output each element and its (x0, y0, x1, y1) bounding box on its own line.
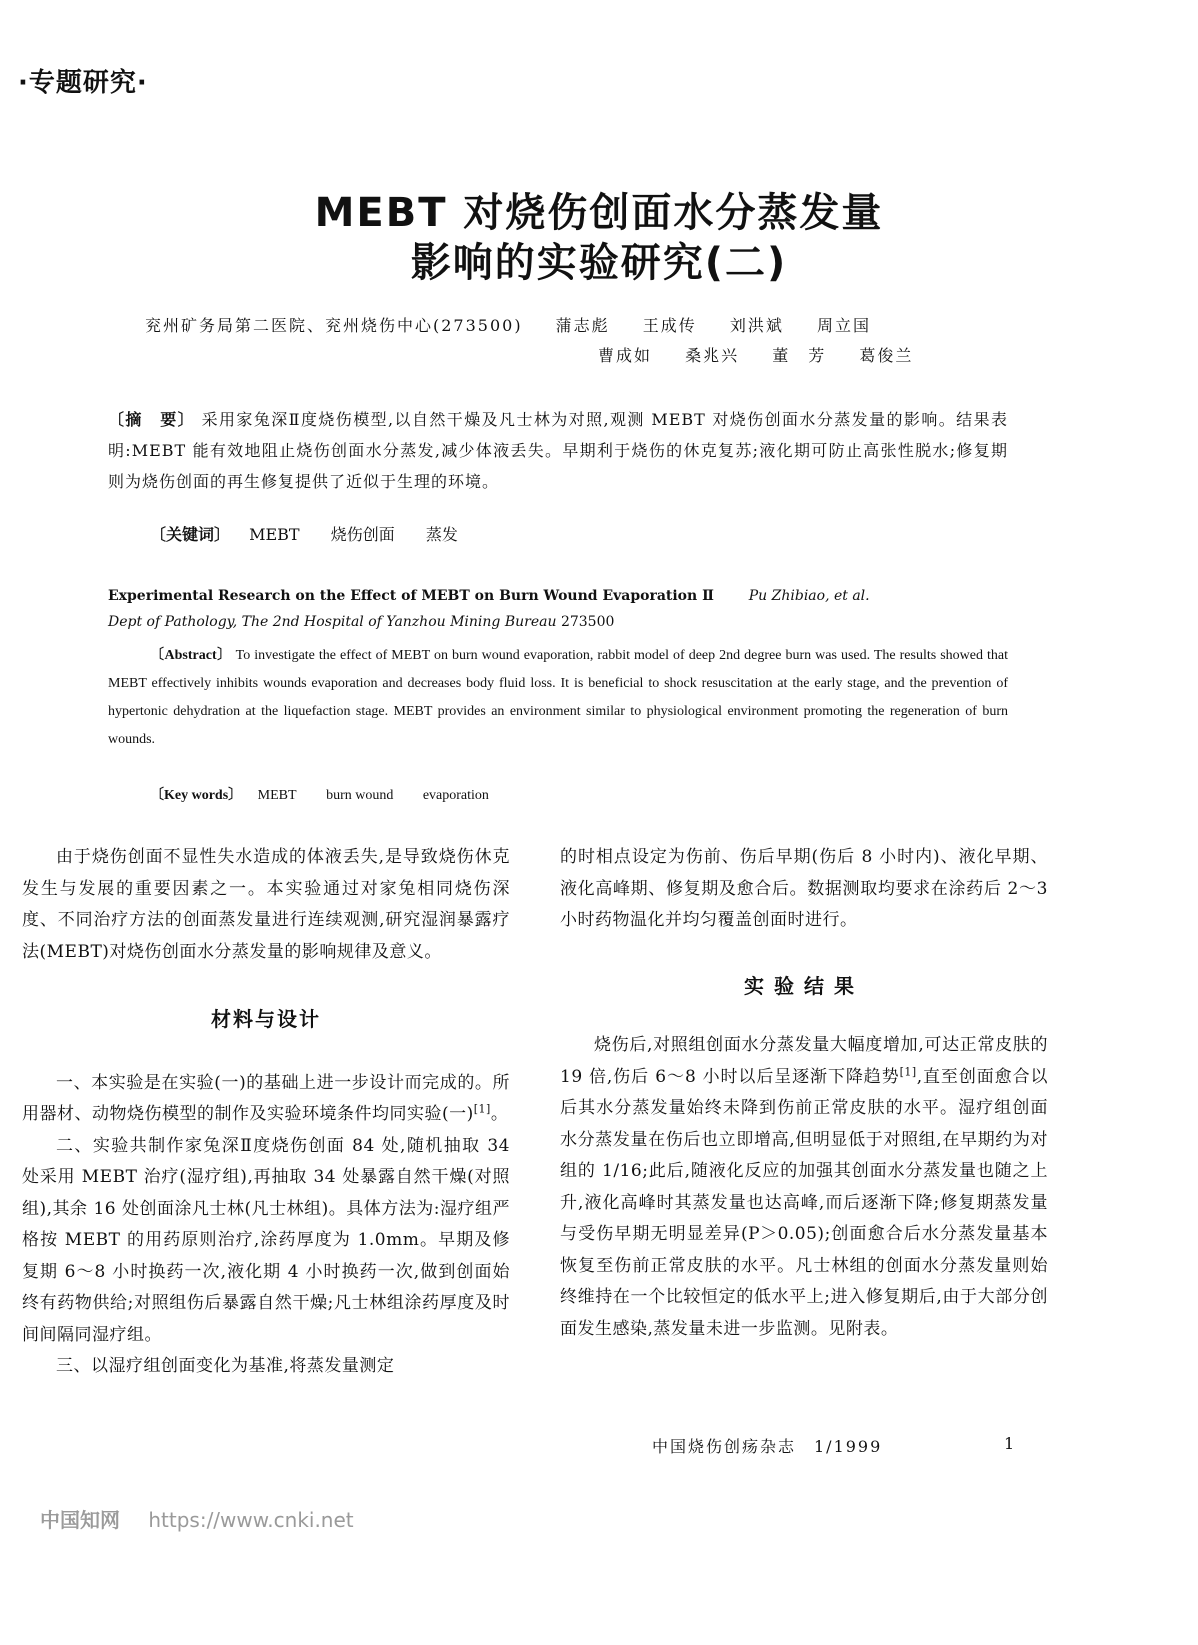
english-dept-text: Dept of Pathology, The 2nd Hospital of Yanzhou Mining Bureau (108, 614, 557, 630)
abstract-en-text: To investigate the effect of MEBT on burn wound evaporation, rabbit model of deep 2nd degree burn was used. The results showed that MEBT effectively inhibits wounds evaporation and decreases body fluid loss. It is beneficial to shock resuscitation at the early stage, and the prevention of hypertonic dehydration at the liquefaction stage. MEBT provides an environment similar to physiological environment promoting the regeneration of burn wounds. (108, 648, 1008, 747)
citation-ref: [1] (473, 1102, 491, 1116)
author-name: 周立国 (817, 316, 872, 335)
paper-title-line1: MEBT 对烧伤创面水分蒸发量 (314, 190, 884, 236)
section-heading-results: 实验结果 (744, 973, 864, 998)
paragraph-continued: 的时相点设定为伤前、伤后早期(伤后 8 小时内)、液化早期、液化高峰期、修复期及愈合后。数据测取均要求在涂药后 2～3 小时药物温化并均匀覆盖创面时进行。 (560, 847, 1048, 930)
keyword: MEBT (257, 788, 297, 803)
keyword: 蒸发 (425, 525, 458, 544)
paragraph: 三、以湿疗组创面变化为基准,将蒸发量测定 (56, 1356, 395, 1376)
paragraph-text: 烧伤后,对照组创面水分蒸发量大幅度增加,可达正常皮肤的 19 倍,伤后 6～8 小时以后呈逐渐下降趋势 (560, 1035, 1048, 1087)
abstract-zh-label: 〔摘 要〕 (108, 410, 196, 429)
abstract-zh (108, 404, 1008, 497)
affiliation-authors-row1 (145, 313, 871, 336)
watermark-url[interactable]: https://www.cnki.net (148, 1508, 354, 1532)
keywords-en-label: 〔Key words〕 (150, 788, 243, 803)
cnki-watermark (40, 1504, 354, 1533)
left-column (22, 842, 510, 1383)
paragraph-text: ,直至创面愈合以后其水分蒸发量始终未降到伤前正常皮肤的水平。湿疗组创面水分蒸发量在伤后也立即增高,但明显低于对照组,在早期约为对组的 1/16;此后,随液化反应的加强其创面水分蒸发量也随之上升,液化高峰时其蒸发量也达高峰,而后逐渐下降;修复期蒸发量与受伤早期无明显差异(P＞0.05);创面愈合后水分蒸发量基本恢复至伤前正常皮肤的水平。凡士林组的创面水分蒸发量则始终维持在一个比较恒定的低水平上;进入修复期后,由于大部分创面发生感染,蒸发量未进一步监测。见附表。 (560, 1066, 1048, 1339)
english-zip: 273500 (560, 614, 615, 630)
keyword: 烧伤创面 (330, 525, 395, 544)
keyword: MEBT (249, 525, 300, 544)
english-department (108, 614, 614, 630)
english-authors: Pu Zhibiao, et al. (748, 588, 870, 604)
paragraph: 二、实验共制作家兔深Ⅱ度烧伤创面 84 处,随机抽取 34 处采用 MEBT 治疗(湿疗组),再抽取 34 处暴露自然干燥(对照组),其余 16 处创面涂凡士林(凡士林组)。具体方法为:湿疗组严格按 MEBT 的用药原则治疗,涂药厚度为 1.0mm。早期及修复期 6～8 小时换药一次,液化期 4 小时换药一次,做到创面始终有药物供给;对照组伤后暴露自然干燥;凡士林组涂药厚度及时间间隔同湿疗组。 (22, 1135, 510, 1345)
abstract-en-label: 〔Abstract〕 (150, 648, 232, 663)
paragraph (560, 1030, 1048, 1345)
paragraph-text: 。 (490, 1104, 509, 1124)
paragraph-text: 一、本实验是在实验(一)的基础上进一步设计而完成的。所用器材、动物烧伤模型的制作及实验环境条件均同实验(一) (22, 1072, 510, 1124)
keywords-zh (150, 522, 484, 545)
paragraph (22, 1068, 510, 1131)
paper-title-line2: 影响的实验研究(二) (410, 240, 788, 286)
footer-journal: 中国烧伤创疡杂志 1/1999 (652, 1437, 883, 1456)
citation-ref: [1] (899, 1064, 917, 1078)
watermark-logo: 中国知网 (40, 1508, 120, 1532)
author-name: 蒲志彪 (555, 316, 610, 335)
author-name: 曹成如 (598, 346, 653, 365)
keywords-en (150, 784, 515, 804)
page-number: 1 (1004, 1434, 1015, 1453)
affiliation: 兖州矿务局第二医院、兖州烧伤中心(273500) (145, 316, 523, 335)
section-tag: ·专题研究· (18, 68, 148, 98)
author-name: 葛俊兰 (859, 346, 914, 365)
right-column (560, 842, 1048, 1345)
author-name: 桑兆兴 (685, 346, 740, 365)
author-name: 王成传 (642, 316, 697, 335)
section-heading-materials: 材料与设计 (211, 1007, 321, 1031)
english-title (108, 588, 870, 604)
authors-row2 (572, 343, 913, 366)
keyword: evaporation (422, 788, 489, 803)
intro-paragraph: 由于烧伤创面不显性失水造成的体液丢失,是导致烧伤休克发生与发展的重要因素之一。本实验通过对家兔相同烧伤深度、不同治疗方法的创面蒸发量进行连续观测,研究湿润暴露疗法(MEBT)对烧伤创面水分蒸发量的影响规律及意义。 (22, 847, 510, 962)
english-title-text: Experimental Research on the Effect of MEBT on Burn Wound Evaporation Ⅱ (108, 588, 714, 604)
author-name: 董 芳 (772, 346, 827, 365)
keywords-zh-label: 〔关键词〕 (150, 525, 231, 544)
abstract-zh-text: 采用家兔深Ⅱ度烧伤模型,以自然干燥及凡士林为对照,观测 MEBT 对烧伤创面水分蒸发量的影响。结果表明:MEBT 能有效地阻止烧伤创面水分蒸发,减少体液丢失。早期利于烧伤的休克复苏;液化期可防止高张性脱水;修复期则为烧伤创面的再生修复提供了近似于生理的环境。 (108, 410, 1008, 491)
keyword: burn wound (326, 788, 394, 803)
author-name: 刘洪斌 (729, 316, 784, 335)
abstract-en (108, 642, 1008, 754)
